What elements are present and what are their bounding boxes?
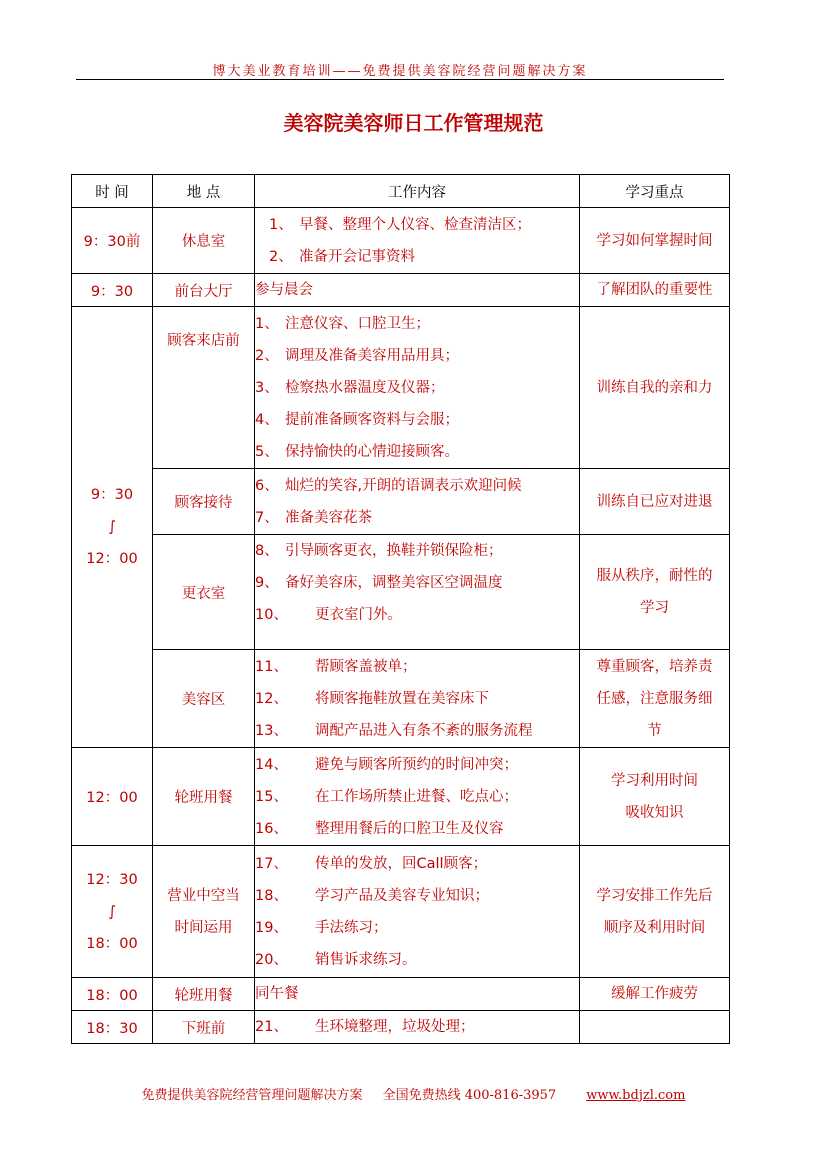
- table-row: [72, 535, 730, 650]
- focus-cell: 学习利用时间 吸收知识: [580, 748, 730, 846]
- content-cell: 8、 引导顾客更衣，换鞋并锁保险柜； 9、 备好美容床，调整美容区空调温度 10、 更衣室门外。: [255, 535, 580, 650]
- time-cell: 12：00: [72, 748, 153, 846]
- time-cell: 12：30 ∫ 18：00: [72, 846, 153, 978]
- place-cell: 美容区: [153, 650, 255, 748]
- time-cell: 9：30 ∫ 12：00: [72, 307, 153, 748]
- document-title: 美容院美容师日工作管理规范: [283, 111, 544, 135]
- header-time: 时 间: [72, 175, 153, 208]
- time-cell: 9：30前: [72, 208, 153, 274]
- footer-hotline: 全国免费热线 400-816-3957: [382, 1088, 557, 1103]
- table-row: [72, 978, 730, 1011]
- content-cell: 1、 注意仪容、口腔卫生； 2、 调理及准备美容用品用具； 3、 检察热水器温度及仪器； 4、 提前准备顾客资料与会服； 5、 保持愉快的心情迎接顾客。: [255, 307, 580, 469]
- place-cell: 更衣室: [153, 535, 255, 650]
- place-cell: 前台大厅: [153, 274, 255, 307]
- time-cell: 18：00: [72, 978, 153, 1011]
- table-row: [72, 1011, 730, 1044]
- place-cell: 轮班用餐: [153, 978, 255, 1011]
- footer-website-link[interactable]: www.bdjzl.com: [586, 1088, 686, 1103]
- place-cell: 休息室: [153, 208, 255, 274]
- header-place: 地 点: [153, 175, 255, 208]
- table-row: [72, 274, 730, 307]
- focus-cell: 训练自已应对进退: [580, 469, 730, 535]
- content-cell: 21、 生环境整理，垃圾处理；: [255, 1011, 580, 1044]
- page-footer: [0, 1084, 827, 1103]
- place-cell: 下班前: [153, 1011, 255, 1044]
- focus-cell: 学习安排工作先后 顺序及利用时间: [580, 846, 730, 978]
- content-cell: 6、 灿烂的笑容,开朗的语调表示欢迎问候 7、 准备美容花茶: [255, 469, 580, 535]
- table-row: [72, 307, 730, 469]
- content-cell: 14、 避免与顾客所预约的时间冲突； 15、 在工作场所禁止进餐、吃点心； 16、 整理用餐后的口腔卫生及仪容: [255, 748, 580, 846]
- table-row: [72, 469, 730, 535]
- place-cell: 营业中空当 时间运用: [153, 846, 255, 978]
- table-row: [72, 846, 730, 978]
- focus-cell: 了解团队的重要性: [580, 274, 730, 307]
- content-cell: 参与晨会: [255, 274, 580, 307]
- content-cell: 11、 帮顾客盖被单； 12、 将顾客拖鞋放置在美容床下 13、 调配产品进入有条不紊的服务流程: [255, 650, 580, 748]
- schedule-table: [71, 174, 730, 1044]
- focus-cell: 尊重顾客，培养责 任感，注意服务细 节: [580, 650, 730, 748]
- focus-cell: 服从秩序，耐性的 学习: [580, 535, 730, 650]
- table-row: [72, 650, 730, 748]
- focus-cell: 缓解工作疲劳: [580, 978, 730, 1011]
- focus-cell: 学习如何掌握时间: [580, 208, 730, 274]
- table-row: [72, 748, 730, 846]
- header-divider: [76, 79, 724, 80]
- content-cell: 17、 传单的发放，回Call顾客； 18、 学习产品及美容专业知识； 19、 手法练习； 20、 销售诉求练习。: [255, 846, 580, 978]
- focus-cell: 训练自我的亲和力: [580, 307, 730, 469]
- time-cell: 18：30: [72, 1011, 153, 1044]
- table-row: [72, 208, 730, 274]
- content-cell: 同午餐: [255, 978, 580, 1011]
- footer-slogan: 免费提供美容院经营管理问题解决方案: [141, 1088, 363, 1103]
- table-header-row: [72, 175, 730, 208]
- place-cell: 顾客接待: [153, 469, 255, 535]
- page-header: 博大美业教育培训——免费提供美容院经营问题解决方案: [212, 64, 588, 79]
- focus-cell: [580, 1011, 730, 1044]
- time-cell: 9：30: [72, 274, 153, 307]
- header-focus: 学习重点: [580, 175, 730, 208]
- header-content: 工作内容: [255, 175, 580, 208]
- place-cell: 顾客来店前: [153, 307, 255, 469]
- content-cell: 1、 早餐、整理个人仪容、检查清洁区； 2、 准备开会记事资料: [255, 208, 580, 274]
- place-cell: 轮班用餐: [153, 748, 255, 846]
